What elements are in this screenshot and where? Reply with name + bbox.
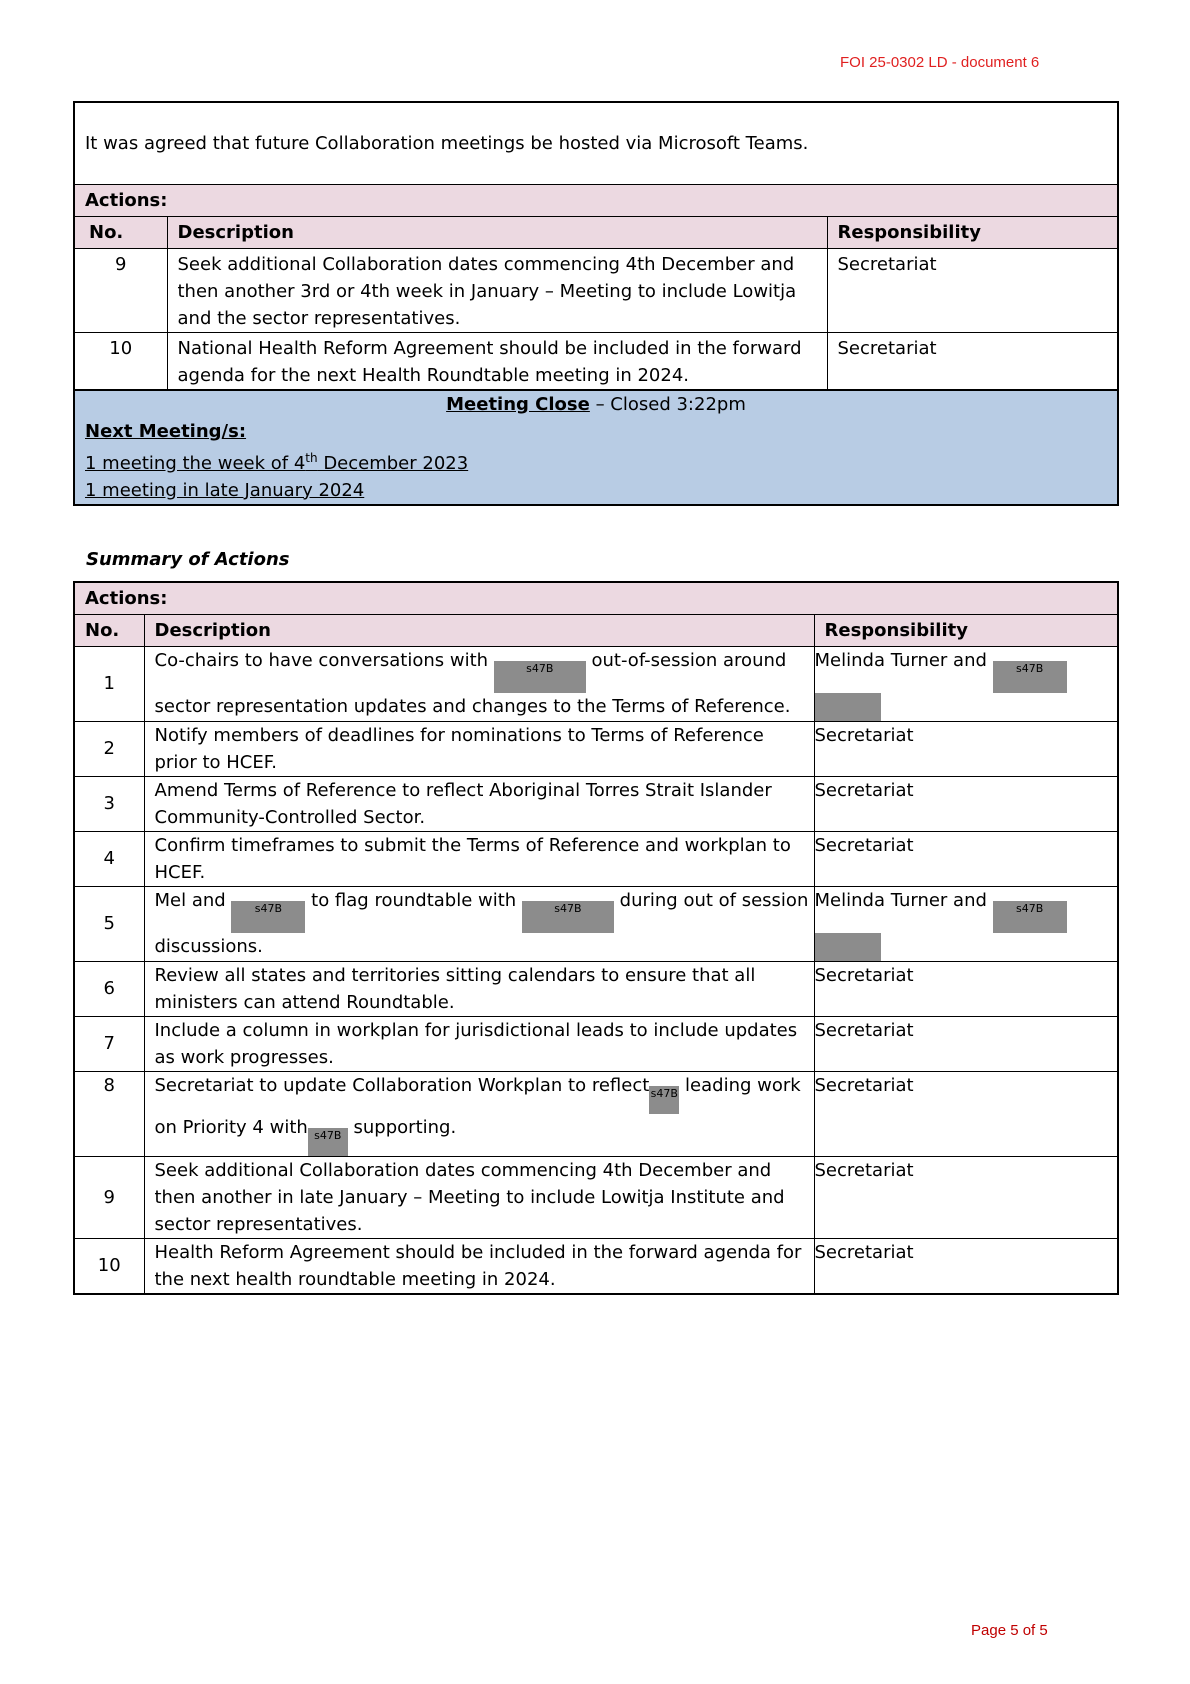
actions-table [73,101,1119,506]
table-row [74,646,1118,721]
row-responsibility: Secretariat [814,961,1118,1016]
row-description: Review all states and territories sitting calendars to ensure that all ministers can attend Roundtable. [144,961,814,1016]
row-description: Seek additional Collaboration dates commencing 4th December and then another 3rd or 4th week in January – Meeting to include Lowitja and the sector representatives. [167,248,827,332]
table-row [74,1016,1118,1071]
row-description: Confirm timeframes to submit the Terms of Reference and workplan to HCEF. [144,831,814,886]
redaction-box: s47B [522,901,614,933]
table-row [74,776,1118,831]
summary-actions-title: Actions: [74,582,1118,614]
row-description: National Health Reform Agreement should be included in the forward agenda for the next Health Roundtable meeting in 2024. [167,332,827,390]
row-number: 1 [74,646,144,721]
table-row [74,961,1118,1016]
table-row [74,831,1118,886]
row-number: 7 [74,1016,144,1071]
row-responsibility: Secretariat [827,248,1118,332]
row-description: Co-chairs to have conversations with s47B out-of-session around sector representation updates and changes to the Terms of Reference. [144,646,814,721]
next-meeting-2: 1 meeting in late January 2024 [85,479,365,501]
row-responsibility: Secretariat [814,831,1118,886]
col-responsibility-header: Responsibility [827,216,1118,248]
row-number: 5 [74,886,144,961]
row-description: Seek additional Collaboration dates commencing 4th December and then another in late January – Meeting to include Lowitja Institute and sector representatives. [144,1156,814,1238]
row-number: 3 [74,776,144,831]
summary-heading: Summary of Actions [86,549,290,570]
col-responsibility-header: Responsibility [814,614,1118,646]
table-row [74,886,1118,961]
redaction-box [815,933,881,961]
page-number: Page 5 of 5 [971,1622,1048,1639]
row-responsibility: Secretariat [814,1156,1118,1238]
row-number: 4 [74,831,144,886]
meeting-close-label: Meeting Close [446,393,590,415]
col-description-header: Description [167,216,827,248]
row-description: Notify members of deadlines for nominations to Terms of Reference prior to HCEF. [144,721,814,776]
row-number: 10 [74,332,167,390]
row-description: Health Reform Agreement should be included in the forward agenda for the next health roundtable meeting in 2024. [144,1238,814,1294]
redaction-box: s47B [308,1128,348,1156]
intro-text: It was agreed that future Collaboration meetings be hosted via Microsoft Teams. [74,102,1118,184]
foi-reference: FOI 25-0302 LD - document 6 [840,54,1040,71]
row-description: Include a column in workplan for jurisdictional leads to include updates as work progresses. [144,1016,814,1071]
next-meetings-label: Next Meeting/s: [85,420,247,442]
redaction-box [815,693,881,721]
table-row [74,1238,1118,1294]
row-description: Amend Terms of Reference to reflect Aboriginal Torres Strait Islander Community-Controlled Sector. [144,776,814,831]
row-responsibility: Secretariat [827,332,1118,390]
row-responsibility: Secretariat [814,1071,1118,1156]
row-responsibility: Secretariat [814,1238,1118,1294]
row-responsibility: Melinda Turner and s47B [814,886,1118,961]
row-number: 2 [74,721,144,776]
redaction-box: s47B [649,1086,679,1114]
col-no-header: No. [74,216,167,248]
meeting-close [85,391,1107,418]
row-number: 9 [74,248,167,332]
table-row [74,248,1118,332]
table-row [74,332,1118,390]
row-number: 10 [74,1238,144,1294]
row-description: Mel and s47B to flag roundtable with s47B during out of session discussions. [144,886,814,961]
redaction-box: s47B [993,901,1067,933]
row-responsibility: Secretariat [814,1016,1118,1071]
next-meeting-1: 1 meeting the week of 4th December 2023 [85,450,469,474]
row-description: Secretariat to update Collaboration Workplan to reflects47B leading work on Priority 4 with s47B supporting. [144,1071,814,1156]
table-row [74,1071,1118,1156]
col-no-header: No. [74,614,144,646]
row-number: 8 [74,1071,144,1156]
row-responsibility: Secretariat [814,721,1118,776]
meeting-close-time: – Closed 3:22pm [589,393,746,415]
table-row [74,1156,1118,1238]
row-number: 9 [74,1156,144,1238]
redaction-box: s47B [993,661,1067,693]
row-responsibility: Melinda Turner and s47B [814,646,1118,721]
summary-actions-table [73,581,1119,1295]
redaction-box: s47B [231,901,305,933]
actions-title: Actions: [74,184,1118,216]
table-row [74,721,1118,776]
row-number: 6 [74,961,144,1016]
col-description-header: Description [144,614,814,646]
redaction-box: s47B [494,661,586,693]
row-responsibility: Secretariat [814,776,1118,831]
